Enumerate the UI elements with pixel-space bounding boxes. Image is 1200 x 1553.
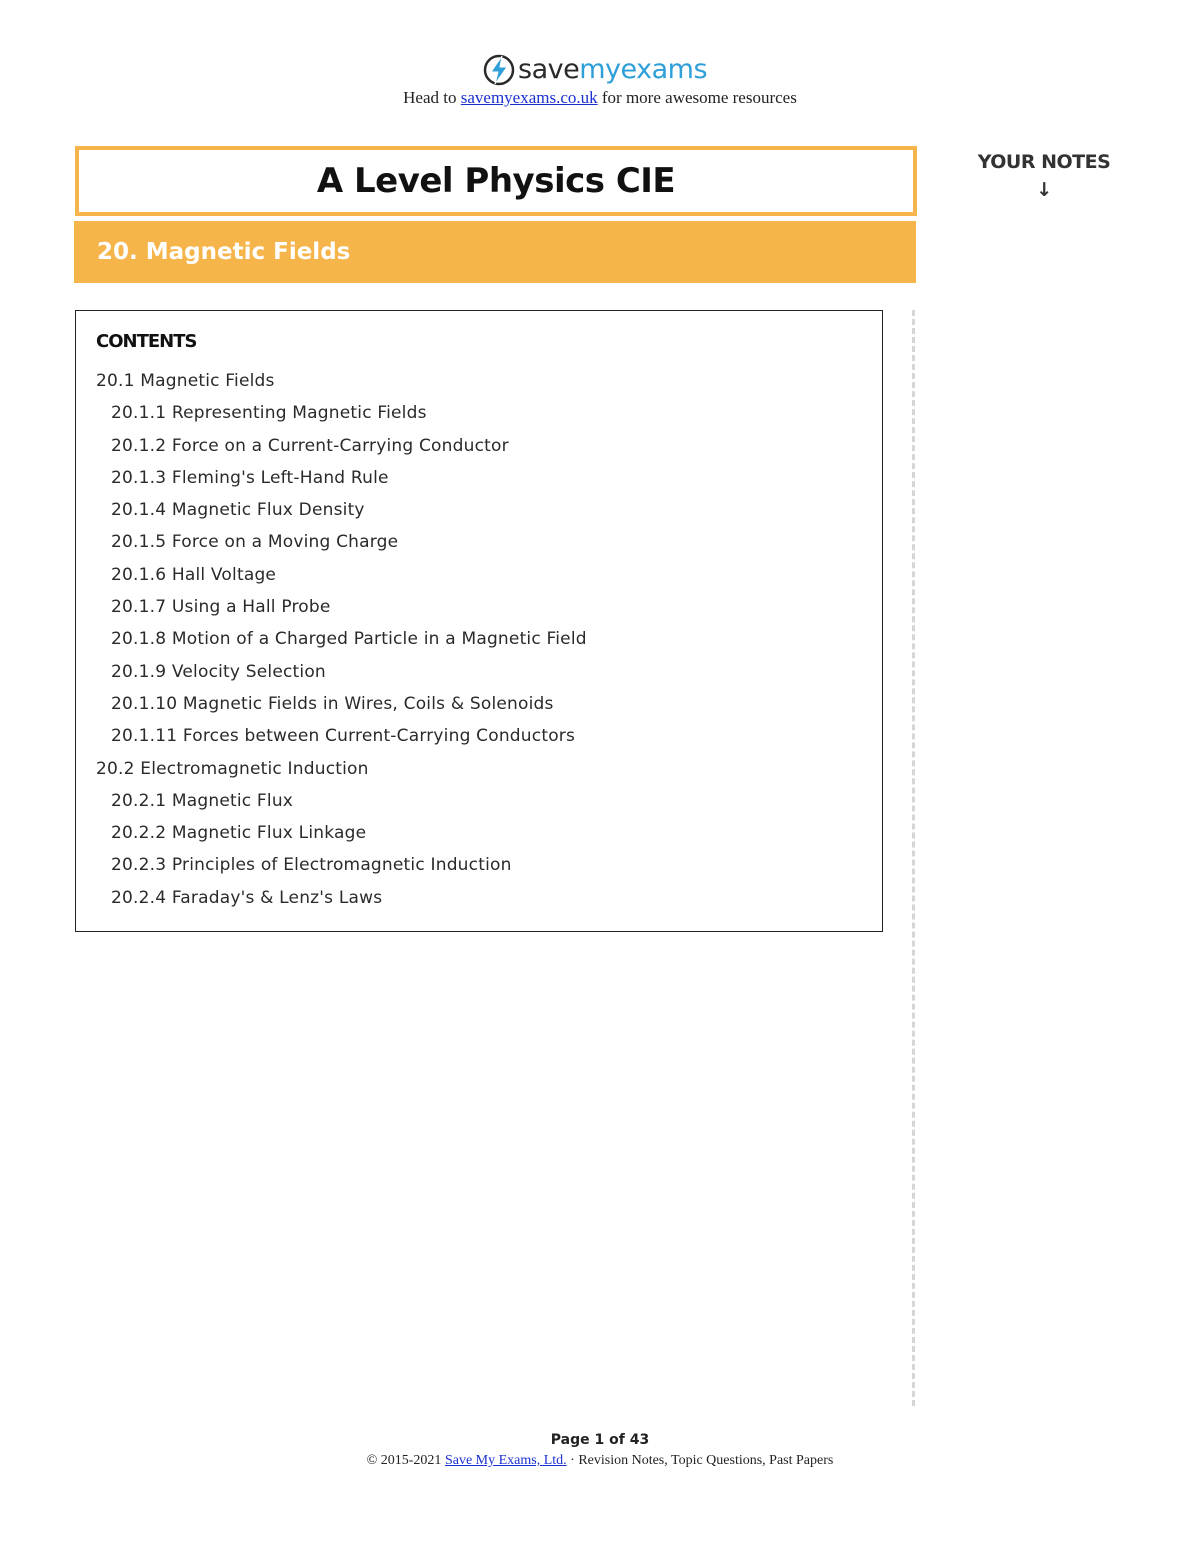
your-notes-label bbox=[966, 148, 1122, 204]
toc-item[interactable]: 20.2.1 Magnetic Flux bbox=[111, 790, 294, 811]
header-tagline bbox=[0, 88, 1200, 108]
copyright-suffix: · Revision Notes, Topic Questions, Past Papers bbox=[566, 1453, 834, 1468]
down-arrow-icon: ↓ bbox=[1036, 179, 1052, 201]
toc-item[interactable]: 20.1.10 Magnetic Fields in Wires, Coils & Solenoids bbox=[111, 693, 554, 714]
toc-item[interactable]: 20.1.4 Magnetic Flux Density bbox=[111, 500, 365, 521]
toc-item[interactable]: 20.1.5 Force on a Moving Charge bbox=[111, 532, 399, 553]
save-my-exams-logo[interactable] bbox=[482, 50, 707, 90]
toc-item[interactable]: 20.2 Electromagnetic Induction bbox=[96, 758, 369, 779]
toc-item[interactable]: 20.1.8 Motion of a Charged Particle in a Magnetic Field bbox=[111, 629, 587, 650]
toc-item[interactable]: 20.1.7 Using a Hall Probe bbox=[111, 597, 331, 618]
contents-heading: CONTENTS bbox=[96, 331, 197, 352]
toc-item[interactable]: 20.1.3 Fleming's Left-Hand Rule bbox=[111, 467, 389, 488]
logo-wordmark: savemyexams bbox=[518, 54, 708, 85]
toc-item[interactable]: 20.2.4 Faraday's & Lenz's Laws bbox=[111, 887, 383, 908]
chapter-banner bbox=[74, 221, 916, 283]
toc-item[interactable]: 20.2.3 Principles of Electromagnetic Induction bbox=[111, 855, 512, 876]
toc-item[interactable]: 20.1.9 Velocity Selection bbox=[111, 661, 326, 682]
copyright-prefix: © 2015-2021 bbox=[366, 1453, 445, 1468]
save-my-exams-link[interactable]: Save My Exams, Ltd. bbox=[444, 1453, 567, 1468]
tagline-suffix: for more awesome resources bbox=[597, 88, 797, 107]
toc-item[interactable]: 20.1.11 Forces between Current-Carrying Conductors bbox=[111, 726, 576, 747]
chapter-title: 20. Magnetic Fields bbox=[97, 239, 351, 265]
tagline-prefix: Head to bbox=[403, 88, 461, 107]
page-number: Page 1 of 43 bbox=[550, 1432, 650, 1448]
savemyexams-link[interactable]: savemyexams.co.uk bbox=[460, 88, 598, 107]
toc-item[interactable]: 20.1.2 Force on a Current-Carrying Conductor bbox=[111, 435, 509, 456]
toc-item[interactable]: 20.1.6 Hall Voltage bbox=[111, 564, 277, 585]
lightning-bolt-icon bbox=[482, 53, 516, 87]
notes-divider bbox=[912, 310, 915, 1406]
toc-item[interactable]: 20.1 Magnetic Fields bbox=[96, 371, 275, 391]
contents-box bbox=[75, 310, 883, 932]
toc-item[interactable]: 20.2.2 Magnetic Flux Linkage bbox=[111, 823, 367, 844]
contents-list bbox=[96, 365, 587, 914]
page-title: A Level Physics CIE bbox=[316, 161, 676, 201]
your-notes-text: YOUR NOTES bbox=[977, 151, 1111, 173]
footer-copyright bbox=[0, 1453, 1200, 1469]
title-box bbox=[75, 146, 917, 216]
toc-item[interactable]: 20.1.1 Representing Magnetic Fields bbox=[111, 403, 427, 424]
